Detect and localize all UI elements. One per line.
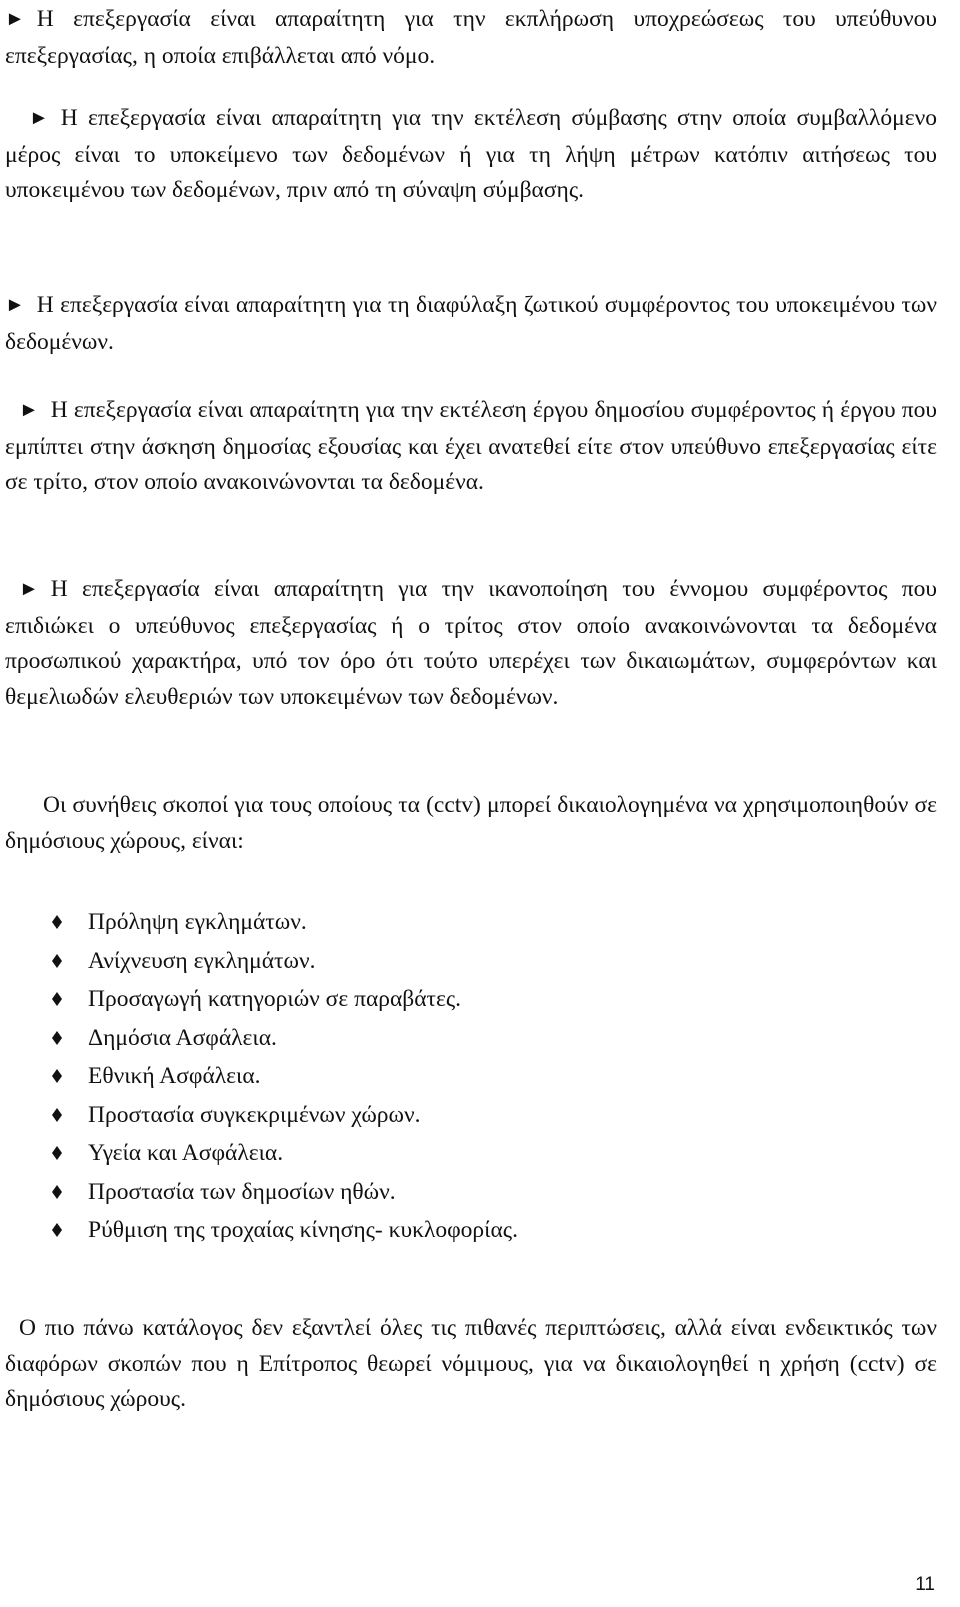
paragraph-text: Η επεξεργασία είναι απαραίτητη για την εκπλήρωση υποχρεώσεως του υπεύθυνου επεξεργασίας, η οποία επιβάλλεται από νόμο. (5, 6, 937, 69)
diamond-bullet-icon (52, 1031, 62, 1045)
paragraph-text: Η επεξεργασία είναι απαραίτητη για την εκτέλεση έργου δημοσίου συμφέροντος ή έργου που εμπίπτει στην άσκηση δημοσίας εξουσίας και έχει ανατεθεί είτε στον υπεύθυνο επεξεργασίας είτε σε τρίτο, στον οποίο ανακοινώνονται τα δεδομένα. (5, 397, 937, 495)
arrow-bullet-icon: ► (19, 399, 39, 421)
purpose-text: Ανίχνευση εγκλημάτων. (88, 947, 316, 974)
arrow-bullet-icon: ► (5, 8, 25, 30)
diamond-bullet-icon (52, 1223, 62, 1237)
diamond-bullet-icon (52, 915, 62, 929)
diamond-bullet-icon (52, 992, 62, 1006)
list-item (52, 1134, 518, 1173)
paragraph-text: Ο πιο πάνω κατάλογος δεν εξαντλεί όλες τις πιθανές περιπτώσεις, αλλά είναι ενδεικτικός των διαφόρων σκοπών που η Επίτροπος θεωρεί νόμιμους, για να δικαιολογηθεί η χρήση (cctv) σε δημόσιους χώρους. (5, 1315, 937, 1412)
list-item (52, 903, 518, 942)
diamond-bullet-icon (52, 1146, 62, 1160)
list-item (52, 1173, 518, 1212)
legal-basis-paragraph-4 (5, 393, 937, 501)
arrow-bullet-icon: ► (29, 107, 49, 129)
list-item (52, 1019, 518, 1058)
purpose-text: Πρόληψη εγκλημάτων. (88, 909, 307, 935)
closing-paragraph (5, 1311, 937, 1418)
paragraph-text: Η επεξεργασία είναι απαραίτητη για τη διαφύλαξη ζωτικού συμφέροντος του υποκειμένου των δεδομένων. (5, 292, 937, 355)
page-number: 11 (915, 1574, 935, 1595)
legal-basis-paragraph-3 (5, 288, 937, 360)
list-item (52, 980, 518, 1019)
legal-basis-paragraph-2 (5, 101, 937, 209)
purpose-text: Εθνική Ασφάλεια. (88, 1063, 261, 1089)
paragraph-text: Η επεξεργασία είναι απαραίτητη για την ικανοποίηση του έννομου συμφέροντος που επιδιώκει ο υπεύθυνος επεξεργασίας ή ο τρίτος στον οποίο ανακοινώνονται τα δεδομένα προσωπικού χαρακτήρα, υπό τον όρο ότι τούτο υπερέχει των δικαιωμάτων, συμφερόντων και θεμελιωδών ελευθεριών των υποκειμένων των δεδομένων. (5, 576, 937, 710)
purpose-text: Προστασία συγκεκριμένων χώρων. (88, 1101, 421, 1128)
legal-basis-paragraph-5 (5, 572, 937, 715)
list-item (52, 1057, 518, 1096)
arrow-bullet-icon: ► (5, 294, 25, 316)
legal-basis-paragraph-1 (5, 2, 937, 74)
diamond-bullet-icon (52, 1108, 62, 1122)
purposes-intro-paragraph (5, 788, 937, 859)
list-item (52, 1096, 518, 1135)
diamond-bullet-icon (52, 1185, 62, 1199)
purpose-text: Προστασία των δημοσίων ηθών. (88, 1178, 396, 1205)
list-item (52, 942, 518, 981)
diamond-bullet-icon (52, 1069, 62, 1083)
purpose-text: Προσαγωγή κατηγοριών σε παραβάτες. (88, 986, 462, 1012)
paragraph-text: Η επεξεργασία είναι απαραίτητη για την εκτέλεση σύμβασης στην οποία συμβαλλόμενο μέρος είναι το υποκείμενο των δεδομένων ή για τη λήψη μέτρων κατόπιν αιτήσεως του υποκειμένου των δεδομένων, πριν από τη σύναψη σύμβασης. (5, 105, 937, 203)
diamond-bullet-icon (52, 954, 62, 968)
arrow-bullet-icon: ► (19, 578, 39, 600)
paragraph-text: Οι συνήθεις σκοποί για τους οποίους τα (cctv) μπορεί δικαιολογημένα να χρησιμοποιηθούν σε δημόσιους χώρους, είναι: (5, 792, 937, 854)
purpose-text: Ρύθμιση της τροχαίας κίνησης- κυκλοφορίας. (88, 1217, 518, 1243)
purposes-list (52, 903, 518, 1250)
list-item (52, 1211, 518, 1250)
purpose-text: Δημόσια Ασφάλεια. (88, 1024, 277, 1051)
purpose-text: Υγεία και Ασφάλεια. (88, 1140, 284, 1166)
